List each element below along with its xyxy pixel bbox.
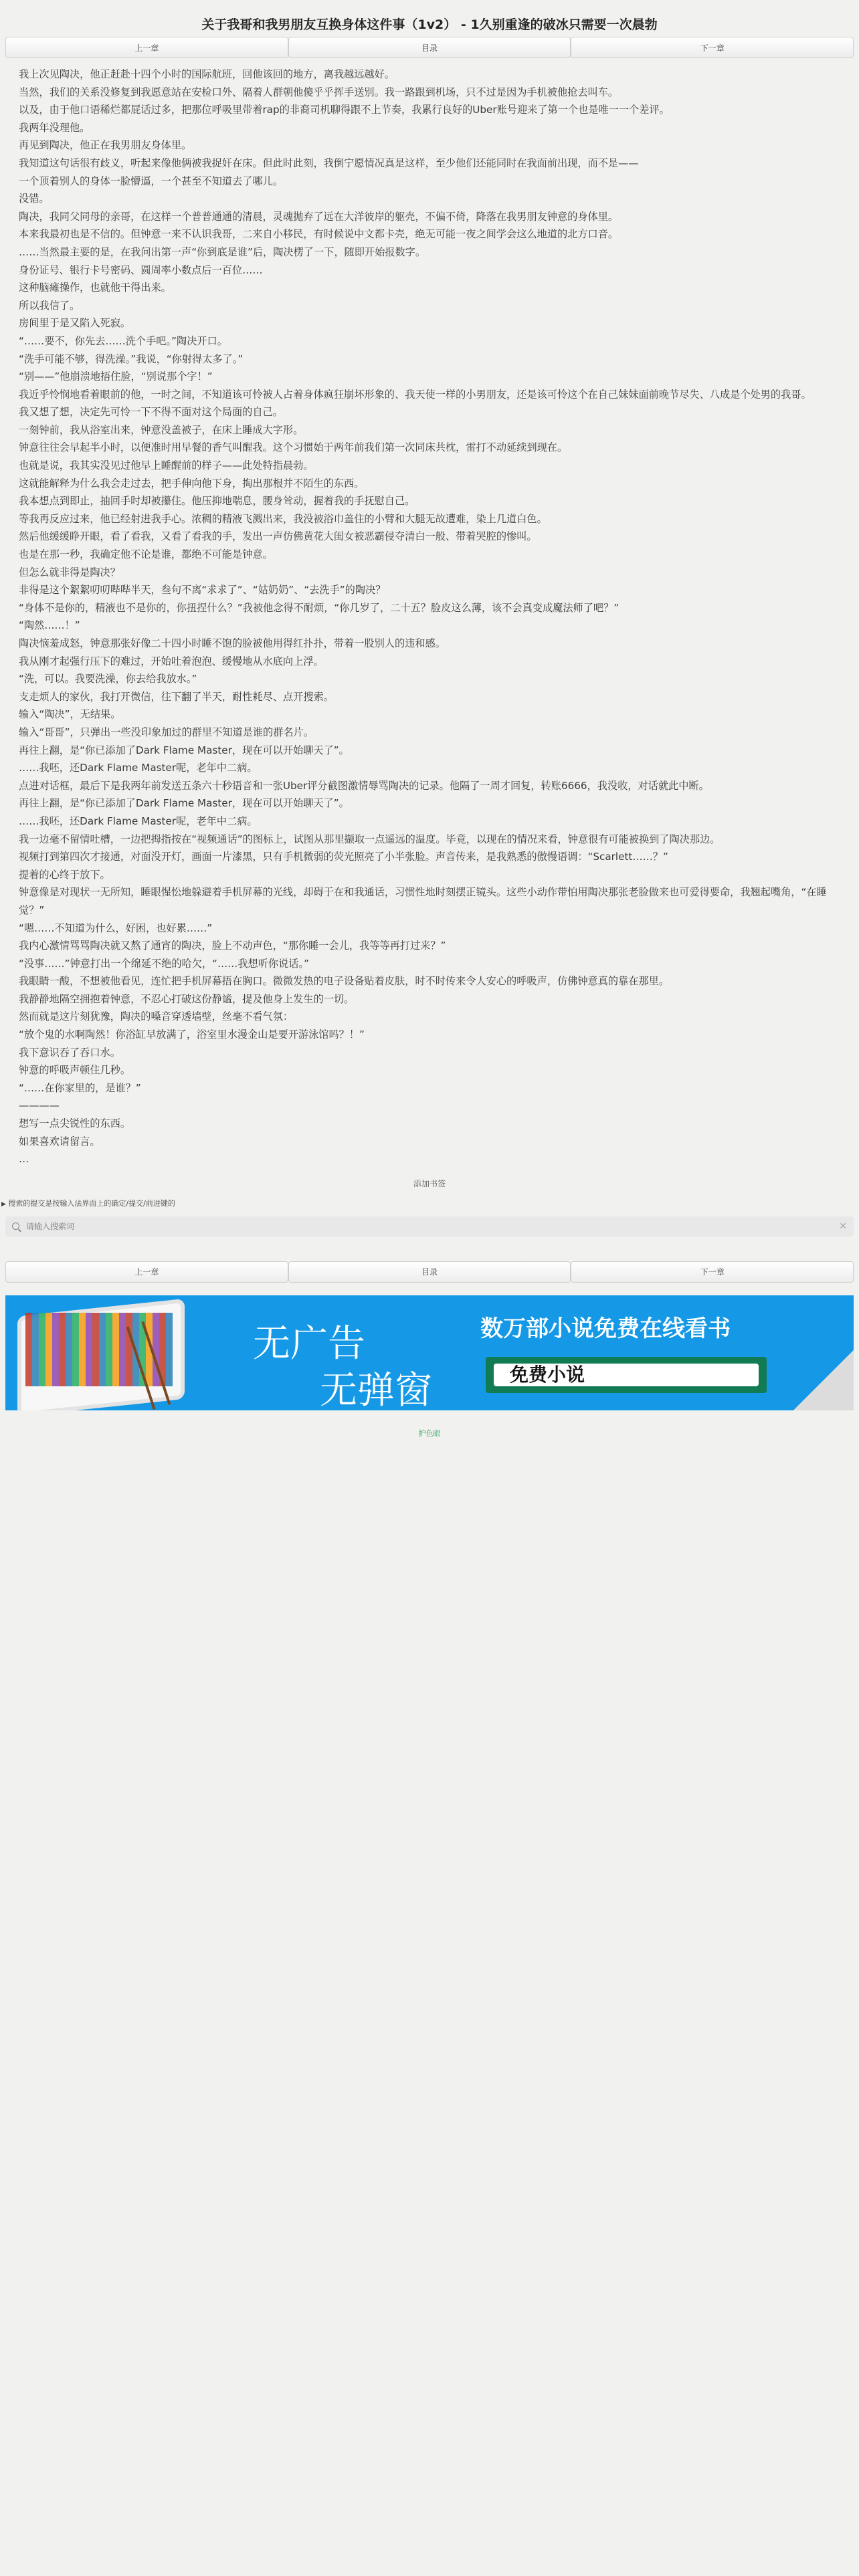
paragraph: “洗，可以。我要洗澡，你去给我放水。” — [19, 673, 197, 685]
paragraph: 我一边毫不留情吐槽，一边把拇指按在“视频通话”的图标上，试图从那里撷取一点遥远的温度。毕竟，以现在的情况来看，钟意很有可能被换到了陶决那边。 — [19, 833, 721, 845]
paragraph: ———— — [19, 1099, 60, 1112]
page-curl-decoration — [793, 1350, 854, 1410]
prev-chapter-button[interactable]: 上一章 — [5, 37, 288, 58]
banner-cta-label: 免费小说 — [494, 1364, 759, 1386]
paragraph: 一个顶着别人的身体一脸懵逼，一个甚至不知道去了哪儿。 — [19, 175, 283, 187]
paragraph: 我本想点到即止，抽回手时却被攥住。他压抑地喘息，腰身耸动，握着我的手抚慰自己。 — [19, 495, 415, 508]
paragraph: “放个鬼的水啊陶然！你浴缸早放满了，浴室里水漫金山是要开游泳馆吗？！” — [19, 1029, 365, 1041]
eye-protection-toggle[interactable]: 护色眼 — [418, 1428, 441, 1438]
paragraph: 支走烦人的家伙，我打开微信，往下翻了半天，耐性耗尽、点开搜索。 — [19, 690, 334, 703]
paragraph: 再往上翻，是“你已添加了Dark Flame Master，现在可以开始聊天了”。 — [19, 797, 349, 810]
paragraph: 再见到陶决，他正在我男朋友身体里。 — [19, 139, 192, 152]
next-chapter-button[interactable]: 下一章 — [571, 37, 854, 58]
paragraph: ……当然最主要的是，在我问出第一声“你到底是谁”后，陶决楞了一下，随即开始报数字。 — [19, 245, 426, 258]
paragraph: 但怎么就非得是陶决？ — [19, 566, 120, 578]
banner-cta-button[interactable] — [486, 1357, 767, 1393]
paragraph: 然后他缓缓睁开眼，看了看我，又看了看我的手，发出一声仿佛黄花大闺女被恶霸侵夺清白一般、带着哭腔的惨叫。 — [19, 530, 537, 543]
paragraph: 钟意的呼吸声顿住几秒。 — [19, 1064, 131, 1077]
paragraph: 如果喜欢请留言。 — [19, 1135, 100, 1148]
paragraph: 陶决，我同父同母的亲哥，在这样一个普普通通的清晨，灵魂抛弃了远在大洋彼岸的躯壳，不偏不倚，降落在我男朋友钟意的身体里。 — [19, 210, 619, 223]
page-title: 关于我哥和我男朋友互换身体这件事（1v2） - 1久别重逢的破冰只需要一次晨勃 — [201, 17, 658, 32]
paragraph: “……要不，你先去……洗个手吧。”陶决开口。 — [19, 334, 227, 347]
paragraph: 也是在那一秒，我确定他不论是谁，都绝不可能是钟意。 — [19, 548, 273, 561]
toc-button[interactable]: 目录 — [288, 37, 571, 58]
paragraph: “……在你家里的，是谁？” — [19, 1081, 141, 1094]
paragraph: 我近乎怜悯地看着眼前的他，一时之间，不知道该可怜被人占着身体疯狂崩坏形象的、我天使一样的小男朋友，还是该可怜这个在自己妹妹面前晚节尽失、八成是个处男的我哥。 — [19, 388, 812, 401]
paragraph: 一刻钟前，我从浴室出来，钟意没盖被子，在床上睡成大字形。 — [19, 423, 304, 436]
ad-banner[interactable] — [5, 1295, 854, 1410]
paragraph: 想写一点尖锐性的东西。 — [19, 1117, 131, 1130]
chapter-nav-bottom — [0, 1259, 859, 1285]
paragraph: 钟意往往会早起半小时，以便准时用早餐的香气叫醒我。这个习惯始于两年前我们第一次同床共枕，雷打不动延续到现在。 — [19, 441, 568, 454]
banner-slogan: 数万部小说免费在线看书 — [480, 1315, 731, 1342]
banner-no-ads-text: 无广告 — [253, 1321, 365, 1366]
paragraph: … — [19, 1153, 29, 1166]
chapter-content — [0, 60, 859, 1168]
paragraph: 非得是这个絮絮叨叨哔哔半天，叁句不离“求求了”、“姑奶奶”、“去洗手”的陶决？ — [19, 584, 386, 597]
paragraph: 我从刚才起强行压下的难过，开始吐着泡泡、缓慢地从水底向上浮。 — [19, 655, 324, 667]
paragraph: 这就能解释为什么我会走过去，把手伸向他下身，掏出那根并不陌生的东西。 — [19, 477, 365, 490]
paragraph: “洗手可能不够，得洗澡。”我说，“你射得太多了。” — [19, 352, 244, 365]
paragraph: ……我呸，还Dark Flame Master呢，老年中二病。 — [19, 815, 258, 827]
paragraph: 本来我最初也是不信的。但钟意一来不认识我哥，二来自小移民，有时候说中文都卡壳，绝无可能一夜之间学会这么地道的北方口音。 — [19, 228, 619, 241]
paragraph: 钟意像是对现状一无所知，睡眼惺忪地躲避着手机屏幕的光线，却碍于在和我通话，习惯性地时刻摆正镜头。这些小动作带怕用陶决那张老脸做来也可爱得要命，我翘起嘴角，“在睡觉？” — [19, 886, 827, 916]
paragraph: “别——”他崩溃地捂住脸，“别说那个字！” — [19, 370, 213, 383]
paragraph: 陶决恼羞成怒，钟意那张好像二十四小时睡不饱的脸被他用得红扑扑，带着一股别人的违和感。 — [19, 637, 446, 649]
paragraph: 提着的心终于放下。 — [19, 868, 110, 881]
chapter-nav-top — [0, 35, 859, 60]
paragraph: ……我呸，还Dark Flame Master呢，老年中二病。 — [19, 762, 258, 774]
banner-no-popups-text: 无弹窗 — [320, 1368, 432, 1410]
clear-icon[interactable]: ✕ — [839, 1220, 847, 1232]
add-bookmark-link[interactable]: 添加书签 — [413, 1178, 446, 1188]
paragraph: 我下意识吞了吞口水。 — [19, 1046, 120, 1059]
search-hint — [0, 1191, 859, 1211]
next-chapter-button-bottom[interactable]: 下一章 — [571, 1261, 854, 1283]
toc-button-bottom[interactable]: 目录 — [288, 1261, 571, 1283]
paragraph: 我知道这句话很有歧义，听起来像他俩被我捉奸在床。但此时此刻，我倒宁愿情况真是这样，至少他们还能同时在我面前出现，而不是—— — [19, 156, 639, 169]
search-hint-text: 搜索的提交是按输入法界面上的确定/提交/前进键的 — [8, 1198, 175, 1208]
paragraph: 身份证号、银行卡号密码、圆周率小数点后一百位…… — [19, 263, 263, 276]
paragraph: 房间里于是又陷入死寂。 — [19, 317, 131, 330]
paragraph: “陶然……！” — [19, 619, 80, 632]
paragraph: 我两年没理他。 — [19, 121, 90, 134]
paragraph: 我内心激情骂骂陶决就又熬了通宵的陶决，脸上不动声色，“那你睡一会儿，我等等再打过来？” — [19, 940, 446, 952]
paragraph: 我眼睛一酸，不想被他看见，连忙把手机屏幕捂在胸口。微微发热的电子设备贴着皮肤，时不时传来令人安心的呼吸声，仿佛钟意真的靠在那里。 — [19, 975, 669, 988]
expand-arrow-icon[interactable]: ▶ — [1, 1200, 6, 1208]
paragraph: 再往上翻，是“你已添加了Dark Flame Master，现在可以开始聊天了”。 — [19, 744, 349, 756]
paragraph: 我又想了想，决定先可怜一下不得不面对这个局面的自己。 — [19, 406, 283, 419]
paragraph: 视频打到第四次才接通，对面没开灯，画面一片漆黑，只有手机微弱的荧光照亮了小半张脸。声音传来，是我熟悉的傲慢语调：“Scarlett……？” — [19, 851, 668, 863]
paragraph: “没事……”钟意打出一个绵延不绝的哈欠，“……我想听你说话。” — [19, 957, 309, 970]
paragraph: 以及，由于他口语稀烂都屁话过多，把那位呼吸里带着rap的非裔司机聊得跟不上节奏，我累行良好的Uber账号迎来了第一个也是唯一一个差评。 — [19, 104, 670, 116]
paragraph: 点进对话框，最后下是我两年前发送五条六十秒语音和一张Uber评分截图激情辱骂陶决的记录。他隔了一周才回复，转账6666，我没收，对话就此中断。 — [19, 779, 709, 792]
paragraph: 然而就是这片刻犹豫，陶决的嗓音穿透墙壁，丝毫不看气氛： — [19, 1010, 294, 1023]
paragraph: “嗯……不知道为什么，好困，也好累……” — [19, 922, 213, 934]
paragraph: 我上次见陶决，他正赶赴十四个小时的国际航班，回他该回的地方，离我越远越好。 — [19, 68, 395, 80]
paragraph: “身体不是你的，精液也不是你的，你扭捏什么？”我被他念得不耐烦，“你几岁了，二十五？脸皮这么薄，该不会真变成魔法师了吧？” — [19, 601, 619, 614]
paragraph: 输入“哥哥”，只弹出一些没印象加过的群里不知道是谁的群名片。 — [19, 726, 314, 738]
paragraph: 也就是说，我其实没见过他早上睡醒前的样子——此处特指晨勃。 — [19, 459, 314, 472]
paragraph: 没错。 — [19, 193, 50, 205]
search-bar — [5, 1216, 854, 1237]
paragraph: 输入“陶决”，无结果。 — [19, 708, 121, 721]
search-input[interactable] — [25, 1221, 839, 1232]
paragraph: 当然，我们的关系没修复到我愿意站在安检口外、隔着人群朝他傻乎乎挥手送别。我一路跟到机场，只不过是因为手机被他抢去叫车。 — [19, 86, 619, 98]
paragraph: 我静静地隔空拥抱着钟意，不忍心打破这份静谧，提及他身上发生的一切。 — [19, 992, 355, 1005]
prev-chapter-button-bottom[interactable]: 上一章 — [5, 1261, 288, 1283]
search-icon — [12, 1222, 19, 1230]
paragraph: 所以我信了。 — [19, 299, 80, 312]
paragraph: 这种脑瘫操作，也就他干得出来。 — [19, 282, 171, 294]
paragraph: 等我再反应过来，他已经射进我手心。浓稠的精液飞溅出来，我没被浴巾盖住的小臂和大腿无故遭难，染上几道白色。 — [19, 512, 547, 525]
